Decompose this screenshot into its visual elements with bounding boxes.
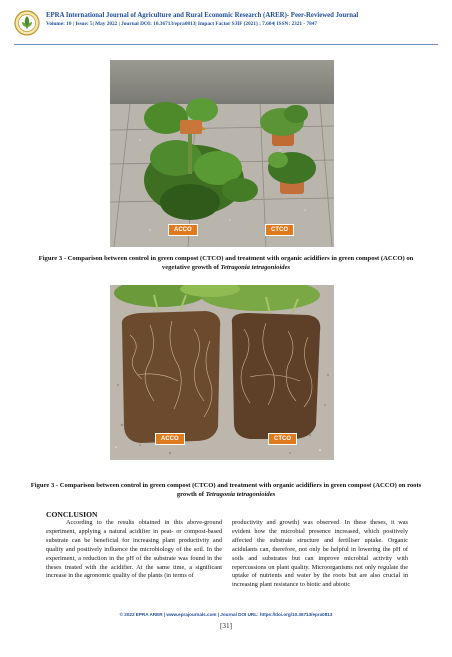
figure-roots-growth-caption	[30, 481, 422, 499]
conclusion-left-column: According to the results obtained in this above-ground experiment, applying a natural acidifier in peat- or compost-based substrate can be beneficial for increasing plant productivity and quality and positively influence the microbiology of the soil. In the experiment, a reduction in the pH of the substrate was found in the theses treated with the acidifier. At the same time, a significant increase in the agronomic quality of the plants (in terms of	[46, 519, 222, 580]
caption-text: Figure 3 - Comparison between control in green compost (CTCO) and treatment with organic acidifiers in green compost (ACCO) on vegetative growth of	[38, 255, 414, 271]
journal-meta: Volume: 10 | Issue: 5| May 2022 | Journal DOI: 10.36713/epra0813| Impact Factor SJIF (2021) : 7.604| ISSN: 2321 - 7847	[46, 21, 318, 27]
journal-logo-icon	[14, 10, 40, 36]
footer-line: 2022 EPRA ARER | www.eprajournals.com | Journal DOI URL: https://doi.org/10.36713/epra0813	[124, 612, 333, 617]
caption-species: Tetragonia tetragonioides	[220, 264, 291, 271]
caption-species: Tetragonia tetragonioides	[205, 491, 276, 498]
label-ctco: CTCO	[268, 433, 297, 445]
page-footer	[0, 612, 452, 617]
header-divider	[14, 44, 438, 45]
conclusion-right-column: productivity and growth) was observed. In these theses, it was evident how the microbial presence increased, which positively affected the substrate structure and fertiliser uptake. Organic acidulants can, therefore, not only be helpful in lowering the pH of soils and substrates but can improve microbial activity with repercussions on plant quality. Microorganisms not only regulate the uptake of nutrients and water by the roots but are also crucial in increasing plant resistance to biotic and abiotic	[232, 519, 408, 589]
label-acco: ACCO	[155, 433, 185, 445]
figure-vegetative-growth-caption	[30, 254, 422, 272]
label-ctco: CTCO	[265, 224, 294, 236]
page-number: [31]	[220, 622, 232, 630]
figure-vegetative-growth-photo	[110, 60, 334, 247]
label-acco: ACCO	[168, 224, 198, 236]
figure-roots-growth-photo	[110, 285, 334, 460]
copyright-icon: ©	[119, 612, 125, 617]
journal-header	[14, 8, 438, 42]
caption-text: Figure 3 - Comparison between control in green compost (CTCO) and treatment with organic acidifiers in green compost (ACCO) on roots growth of	[30, 482, 422, 498]
conclusion-heading: CONCLUSION	[46, 510, 98, 519]
journal-title: EPRA International Journal of Agriculture and Rural Economic Research (ARER)- Peer-Reviewed Journal	[46, 12, 359, 19]
